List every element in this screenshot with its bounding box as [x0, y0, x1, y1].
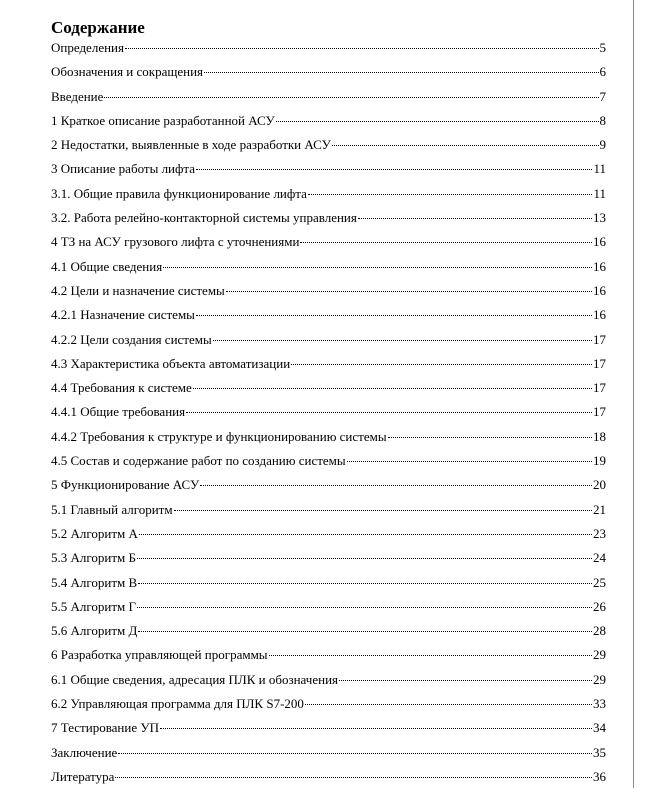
toc-entry-label: 4 ТЗ на АСУ грузового лифта с уточнениями — [51, 234, 300, 250]
toc-entry-label: 4.4 Требования к системе — [51, 380, 192, 396]
toc-entry-label: Литература — [51, 768, 115, 784]
toc-leader-dots — [291, 364, 592, 365]
toc-entry-label: 4.4.1 Общие требования — [51, 404, 186, 420]
toc-entry-label: 5.1 Главный алгоритм — [51, 501, 173, 517]
toc-entry-label: 4.4.2 Требования к структуре и функционированию системы — [51, 428, 387, 444]
toc-entry-page: 16 — [593, 258, 606, 274]
toc-entry[interactable] — [51, 109, 606, 133]
table-of-contents — [51, 36, 606, 789]
toc-entry[interactable] — [51, 206, 606, 230]
toc-entry-page: 16 — [593, 282, 606, 298]
toc-entry-page: 6 — [599, 64, 606, 80]
toc-entry-label: Обозначения и сокращения — [51, 64, 204, 80]
toc-entry-label: Заключение — [51, 744, 118, 760]
toc-entry[interactable] — [51, 376, 606, 400]
toc-leader-dots — [276, 121, 599, 122]
toc-entry[interactable] — [51, 595, 606, 619]
toc-entry[interactable] — [51, 230, 606, 254]
toc-entry-page: 17 — [593, 380, 606, 396]
page-title: Содержание — [51, 18, 145, 38]
toc-entry-label: 5.5 Алгоритм Г — [51, 598, 137, 614]
toc-entry-page: 11 — [593, 161, 606, 177]
toc-leader-dots — [196, 315, 592, 316]
toc-entry[interactable] — [51, 741, 606, 765]
toc-entry-page: 34 — [593, 720, 606, 736]
toc-entry-page: 36 — [593, 768, 606, 784]
toc-leader-dots — [139, 534, 592, 535]
toc-entry-label: 3 Описание работы лифта — [51, 161, 196, 177]
toc-entry-label: 2 Недостатки, выявленные в ходе разработки АСУ — [51, 137, 331, 153]
page-edge-line — [633, 0, 634, 788]
toc-entry[interactable] — [51, 328, 606, 352]
toc-entry-label: 1 Краткое описание разработанной АСУ — [51, 112, 275, 128]
toc-entry[interactable] — [51, 157, 606, 181]
toc-entry[interactable] — [51, 619, 606, 643]
toc-leader-dots — [213, 340, 592, 341]
toc-entry-label: 6.2 Управляющая программа для ПЛК S7-200 — [51, 696, 304, 712]
toc-entry-page: 23 — [593, 525, 606, 541]
toc-leader-dots — [347, 461, 592, 462]
toc-entry-label: 3.1. Общие правила функционирование лифта — [51, 185, 307, 201]
toc-entry-page: 21 — [593, 501, 606, 517]
toc-entry-label: 4.2.1 Назначение системы — [51, 307, 195, 323]
toc-entry-page: 17 — [593, 331, 606, 347]
toc-entry-label: Определения — [51, 40, 124, 55]
toc-entry[interactable] — [51, 279, 606, 303]
toc-entry-label: 4.1 Общие сведения — [51, 258, 163, 274]
toc-leader-dots — [137, 607, 592, 608]
toc-entry[interactable] — [51, 352, 606, 376]
toc-leader-dots — [308, 194, 593, 195]
toc-leader-dots — [163, 267, 592, 268]
toc-entry[interactable] — [51, 692, 606, 716]
toc-entry[interactable] — [51, 473, 606, 497]
toc-entry-page: 9 — [599, 137, 606, 153]
toc-entry-page: 26 — [593, 598, 606, 614]
toc-leader-dots — [125, 48, 599, 49]
toc-entry-label: 5.2 Алгоритм А — [51, 525, 138, 541]
toc-entry[interactable] — [51, 85, 606, 109]
toc-leader-dots — [339, 680, 592, 681]
toc-leader-dots — [300, 242, 592, 243]
toc-leader-dots — [115, 777, 592, 778]
toc-entry-page: 33 — [593, 696, 606, 712]
toc-entry-label: 5.6 Алгоритм Д — [51, 623, 138, 639]
toc-entry[interactable] — [51, 60, 606, 84]
toc-leader-dots — [226, 291, 592, 292]
toc-leader-dots — [174, 510, 592, 511]
toc-entry[interactable] — [51, 643, 606, 667]
toc-entry[interactable] — [51, 571, 606, 595]
toc-entry-page: 20 — [593, 477, 606, 493]
toc-entry-page: 11 — [593, 185, 606, 201]
toc-entry-label: 5.4 Алгоритм В — [51, 574, 138, 590]
toc-entry-page: 28 — [593, 623, 606, 639]
toc-leader-dots — [204, 72, 598, 73]
toc-entry-label: 6 Разработка управляющей программы — [51, 647, 268, 663]
toc-entry-label: 5.3 Алгоритм Б — [51, 550, 136, 566]
toc-leader-dots — [332, 145, 599, 146]
toc-leader-dots — [138, 583, 592, 584]
toc-entry-page: 13 — [593, 210, 606, 226]
toc-entry-page: 35 — [593, 744, 606, 760]
toc-entry-page: 8 — [599, 112, 606, 128]
toc-entry-page: 29 — [593, 647, 606, 663]
toc-leader-dots — [193, 388, 592, 389]
toc-entry[interactable] — [51, 522, 606, 546]
toc-leader-dots — [160, 728, 592, 729]
toc-entry[interactable] — [51, 668, 606, 692]
toc-leader-dots — [388, 437, 592, 438]
toc-entry-page: 25 — [593, 574, 606, 590]
toc-entry-label: 6.1 Общие сведения, адресация ПЛК и обозначения — [51, 671, 339, 687]
toc-leader-dots — [305, 704, 592, 705]
toc-entry[interactable] — [51, 449, 606, 473]
toc-entry-page: 5 — [599, 40, 606, 55]
toc-leader-dots — [200, 485, 592, 486]
toc-entry-page: 7 — [599, 88, 606, 104]
toc-entry[interactable] — [51, 400, 606, 424]
toc-entry[interactable] — [51, 425, 606, 449]
toc-entry-label: 4.5 Состав и содержание работ по созданию системы — [51, 453, 346, 469]
toc-entry-label: 7 Тестирование УП — [51, 720, 159, 736]
toc-leader-dots — [269, 655, 592, 656]
toc-entry-label: 4.2 Цели и назначение системы — [51, 282, 225, 298]
toc-entry[interactable] — [51, 716, 606, 740]
toc-leader-dots — [118, 753, 592, 754]
toc-entry[interactable] — [51, 303, 606, 327]
toc-entry-page: 17 — [593, 355, 606, 371]
toc-leader-dots — [138, 631, 592, 632]
toc-leader-dots — [196, 169, 592, 170]
toc-entry-label: 4.2.2 Цели создания системы — [51, 331, 212, 347]
toc-entry[interactable] — [51, 546, 606, 570]
toc-leader-dots — [137, 558, 592, 559]
toc-entry-label: 5 Функционирование АСУ — [51, 477, 200, 493]
toc-entry-label: 3.2. Работа релейно-контакторной системы управления — [51, 210, 357, 226]
toc-entry-page: 29 — [593, 671, 606, 687]
toc-entry-page: 24 — [593, 550, 606, 566]
toc-entry-page: 19 — [593, 453, 606, 469]
toc-entry-page: 16 — [593, 307, 606, 323]
toc-entry[interactable] — [51, 498, 606, 522]
toc-entry-page: 17 — [593, 404, 606, 420]
toc-entry-label: 4.3 Характеристика объекта автоматизации — [51, 355, 291, 371]
toc-leader-dots — [358, 218, 592, 219]
toc-leader-dots — [104, 97, 598, 98]
toc-entry-page: 18 — [593, 428, 606, 444]
toc-entry[interactable] — [51, 133, 606, 157]
toc-entry[interactable] — [51, 255, 606, 279]
toc-entry-label: Введение — [51, 88, 104, 104]
toc-leader-dots — [186, 412, 592, 413]
toc-entry[interactable] — [51, 36, 606, 60]
toc-entry[interactable] — [51, 182, 606, 206]
toc-entry[interactable] — [51, 765, 606, 789]
toc-entry-page: 16 — [593, 234, 606, 250]
